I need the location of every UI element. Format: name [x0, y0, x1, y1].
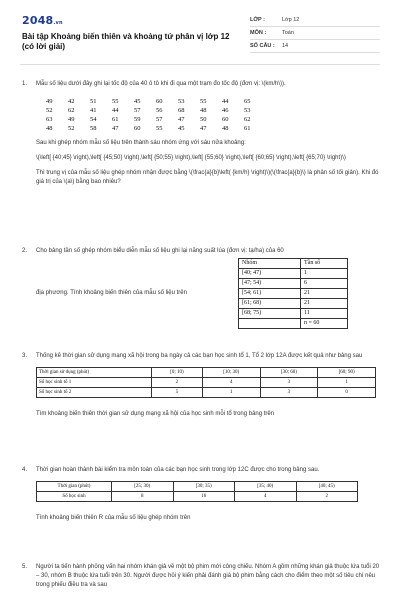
table-header-row	[37, 482, 358, 492]
table-cell: 1	[202, 388, 260, 398]
grid-cell: 48	[200, 107, 207, 114]
grid-cell: 53	[244, 107, 251, 114]
grid-cell: 57	[134, 107, 141, 114]
question-number: 3.	[22, 353, 28, 359]
question-4	[22, 466, 380, 523]
grid-cell: 59	[134, 116, 141, 123]
table-cell: Số học sinh	[37, 492, 112, 502]
grid-cell: 50	[200, 116, 207, 123]
grid-cell: 61	[112, 116, 119, 123]
table-cell: 2	[152, 378, 203, 388]
grid-cell: 55	[112, 98, 119, 105]
meta-key: MÔN :	[250, 30, 267, 36]
table-cell: [47; 54)	[239, 279, 301, 289]
speed-data-grid	[46, 97, 266, 133]
header-cell: Nhóm	[239, 259, 301, 269]
table-cell: 1	[318, 378, 376, 388]
table-cell: 21	[301, 289, 348, 299]
grid-cell: 47	[112, 125, 119, 132]
table-cell: 4	[202, 378, 260, 388]
header-cell: Thời gian (phút)	[37, 482, 112, 492]
grid-cell: 52	[68, 125, 75, 132]
grid-cell: 47	[178, 116, 185, 123]
header-cell: [30; 35)	[173, 482, 235, 492]
test-time-table	[36, 481, 358, 502]
table-cell: 5	[152, 388, 203, 398]
meta-value: Lớp 12	[282, 17, 300, 23]
question-intro: Mẫu số liệu dưới đây ghi lại tốc độ của 40 ô tô khi đi qua một trạm đo tốc độ (đơn vị: \(km/h\)).	[36, 81, 286, 87]
header-cell: [30; 60)	[260, 368, 318, 378]
logo-text: 2048	[22, 14, 54, 27]
grouping-text: Sau khi ghép nhóm mẫu số liệu trên thành sáu nhóm ứng với sáu nửa khoảng:	[36, 140, 246, 146]
table-cell: [40; 47)	[239, 269, 301, 279]
meta-value: 14	[282, 43, 289, 49]
grid-cell: 51	[90, 98, 97, 105]
usage-time-table	[36, 367, 376, 398]
meta-panel	[250, 14, 380, 53]
table-total-row	[239, 319, 348, 329]
table-cell: 0	[318, 388, 376, 398]
grid-cell: 54	[90, 116, 97, 123]
total-cell: n = 60	[301, 319, 348, 329]
grid-cell: 63	[46, 116, 53, 123]
question-1	[22, 80, 380, 187]
grid-cell: 60	[156, 98, 163, 105]
grid-cell: 53	[178, 98, 185, 105]
question-number: 4.	[22, 467, 28, 473]
table-cell: 21	[301, 299, 348, 309]
meta-value: Toán	[282, 30, 294, 36]
grid-cell: 45	[134, 98, 141, 105]
question-number: 1.	[22, 81, 28, 87]
meta-row-subject	[250, 27, 380, 40]
table-cell: [54; 61)	[239, 289, 301, 299]
grid-cell: 41	[90, 107, 97, 114]
header-cell: [60; 90)	[318, 368, 376, 378]
question-5	[22, 563, 380, 590]
question-intro: Thời gian hoàn thành bài kiểm tra môn toán của các bạn học sinh trong lớp 12C được cho trong bảng sau.	[36, 467, 320, 473]
header-cell: [35; 40)	[235, 482, 297, 492]
table-header-row	[239, 259, 348, 269]
table-cell: 8	[112, 492, 174, 502]
table-cell: 6	[301, 279, 348, 289]
grid-cell: 44	[112, 107, 119, 114]
grid-cell: 42	[68, 98, 75, 105]
table-cell: [61; 68)	[239, 299, 301, 309]
grid-cell: 49	[46, 98, 53, 105]
grid-row	[46, 106, 266, 115]
grid-cell: 48	[46, 125, 53, 132]
question-text: Tìm khoảng biến thiên thời gian sử dụng mạng xã hội của học sinh mỗi tổ trong bảng trên	[36, 411, 275, 417]
meta-row-class	[250, 14, 380, 27]
grid-cell: 62	[244, 116, 251, 123]
table-row	[37, 388, 376, 398]
question-text: Thì trung vị của mẫu số liệu ghép nhóm nhận được bằng \(\frac{a}{b}\left( {km/h} \right)\)(\(\frac{a}{b}\) là phân số tối giản). Khi đó giá trị của \(a\) bằng bao nhiêu?	[36, 170, 379, 185]
table-row	[37, 492, 358, 502]
document-title: Bài tập Khoảng biến thiên và khoảng tứ phân vị lớp 12 (có lời giải)	[22, 32, 230, 51]
intervals-text: \(\left[ {40;45} \right),\left[ {45;50} \right),\left[ {50;55} \right),\left[ {55;60} \right),\left[ {60;65} \right),\left[ {65;70} \right)\)	[36, 155, 346, 161]
header-cell: Thời gian sử dụng (phút)	[37, 368, 152, 378]
question-intro: Thống kê thời gian sử dụng mạng xã hội trong ba ngày cả các bạn học sinh tổ 1, Tổ 2 lớp 12A được kết quả như bảng sau	[36, 353, 363, 359]
grid-cell: 47	[200, 125, 207, 132]
question-number: 5.	[22, 564, 28, 570]
question-number: 2.	[22, 248, 28, 254]
grid-cell: 45	[178, 125, 185, 132]
grid-cell: 55	[156, 125, 163, 132]
table-cell: Số học sinh tổ 1	[37, 378, 152, 388]
grid-cell: 46	[222, 107, 229, 114]
question-text: Tính khoảng biến thiên R của mẫu số liệu ghép nhóm trên	[36, 515, 191, 521]
table-cell: 11	[301, 309, 348, 319]
question-2	[22, 247, 380, 329]
header-cell: [25; 30)	[112, 482, 174, 492]
table-header-row	[37, 368, 376, 378]
table-row	[37, 378, 376, 388]
meta-key: LỚP :	[250, 17, 265, 23]
header-cell: [40; 45)	[296, 482, 358, 492]
grid-cell: 60	[222, 116, 229, 123]
grid-cell: 57	[156, 116, 163, 123]
header-cell: [10; 30)	[202, 368, 260, 378]
grid-cell: 55	[200, 98, 207, 105]
header-divider	[20, 64, 380, 65]
grid-row	[46, 124, 266, 133]
table-cell: 16	[173, 492, 235, 502]
grid-row	[46, 97, 266, 106]
grid-cell: 58	[90, 125, 97, 132]
table-row	[239, 279, 348, 289]
grid-cell: 61	[244, 125, 251, 132]
grid-row	[46, 115, 266, 124]
table-cell: 3	[260, 388, 318, 398]
meta-row-count	[250, 40, 380, 53]
grid-cell: 68	[178, 107, 185, 114]
grid-cell: 48	[222, 125, 229, 132]
table-cell: Số học sinh tổ 2	[37, 388, 152, 398]
frequency-table	[238, 258, 348, 329]
logo-suffix: .vn	[53, 20, 63, 26]
header-cell: Tần số	[301, 259, 348, 269]
table-row	[239, 289, 348, 299]
table-row	[239, 309, 348, 319]
grid-cell: 52	[46, 107, 53, 114]
table-row	[239, 299, 348, 309]
grid-cell: 60	[134, 125, 141, 132]
question-intro: Cho bảng tần số ghép nhóm biểu diễn mẫu số liệu ghi lại năng suất lúa (đơn vị: tạ/ha) của 60	[36, 248, 284, 254]
grid-cell: 56	[156, 107, 163, 114]
grid-cell: 44	[222, 98, 229, 105]
question-text: địa phương. Tính khoảng biến thiên của mẫu số liệu trên	[36, 290, 187, 296]
table-cell: [68; 75)	[239, 309, 301, 319]
meta-key: SỐ CÂU :	[250, 43, 275, 49]
table-cell: 2	[296, 492, 358, 502]
grid-cell: 62	[68, 107, 75, 114]
question-3	[22, 352, 380, 419]
grid-cell: 49	[68, 116, 75, 123]
table-cell	[239, 319, 301, 329]
table-cell: 1	[301, 269, 348, 279]
grid-cell: 65	[244, 98, 251, 105]
question-intro: Người ta tiến hành phỏng vấn hai nhóm khán giả về một bộ phim mới công chiếu. Nhóm A gồm những khán giả thuộc lứa tuổi 20 – 30, nhóm B thuộc lứa tuổi trên 30. Người được hỏi ý kiến phải đánh giá bộ phim bằng cách cho điểm theo một số tiêu chí nêu trong phiếu điều tra và sau	[36, 564, 380, 588]
table-row	[239, 269, 348, 279]
table-cell: 3	[260, 378, 318, 388]
header-cell: [0; 10)	[152, 368, 203, 378]
site-logo[interactable]	[22, 14, 63, 27]
table-cell: 4	[235, 492, 297, 502]
